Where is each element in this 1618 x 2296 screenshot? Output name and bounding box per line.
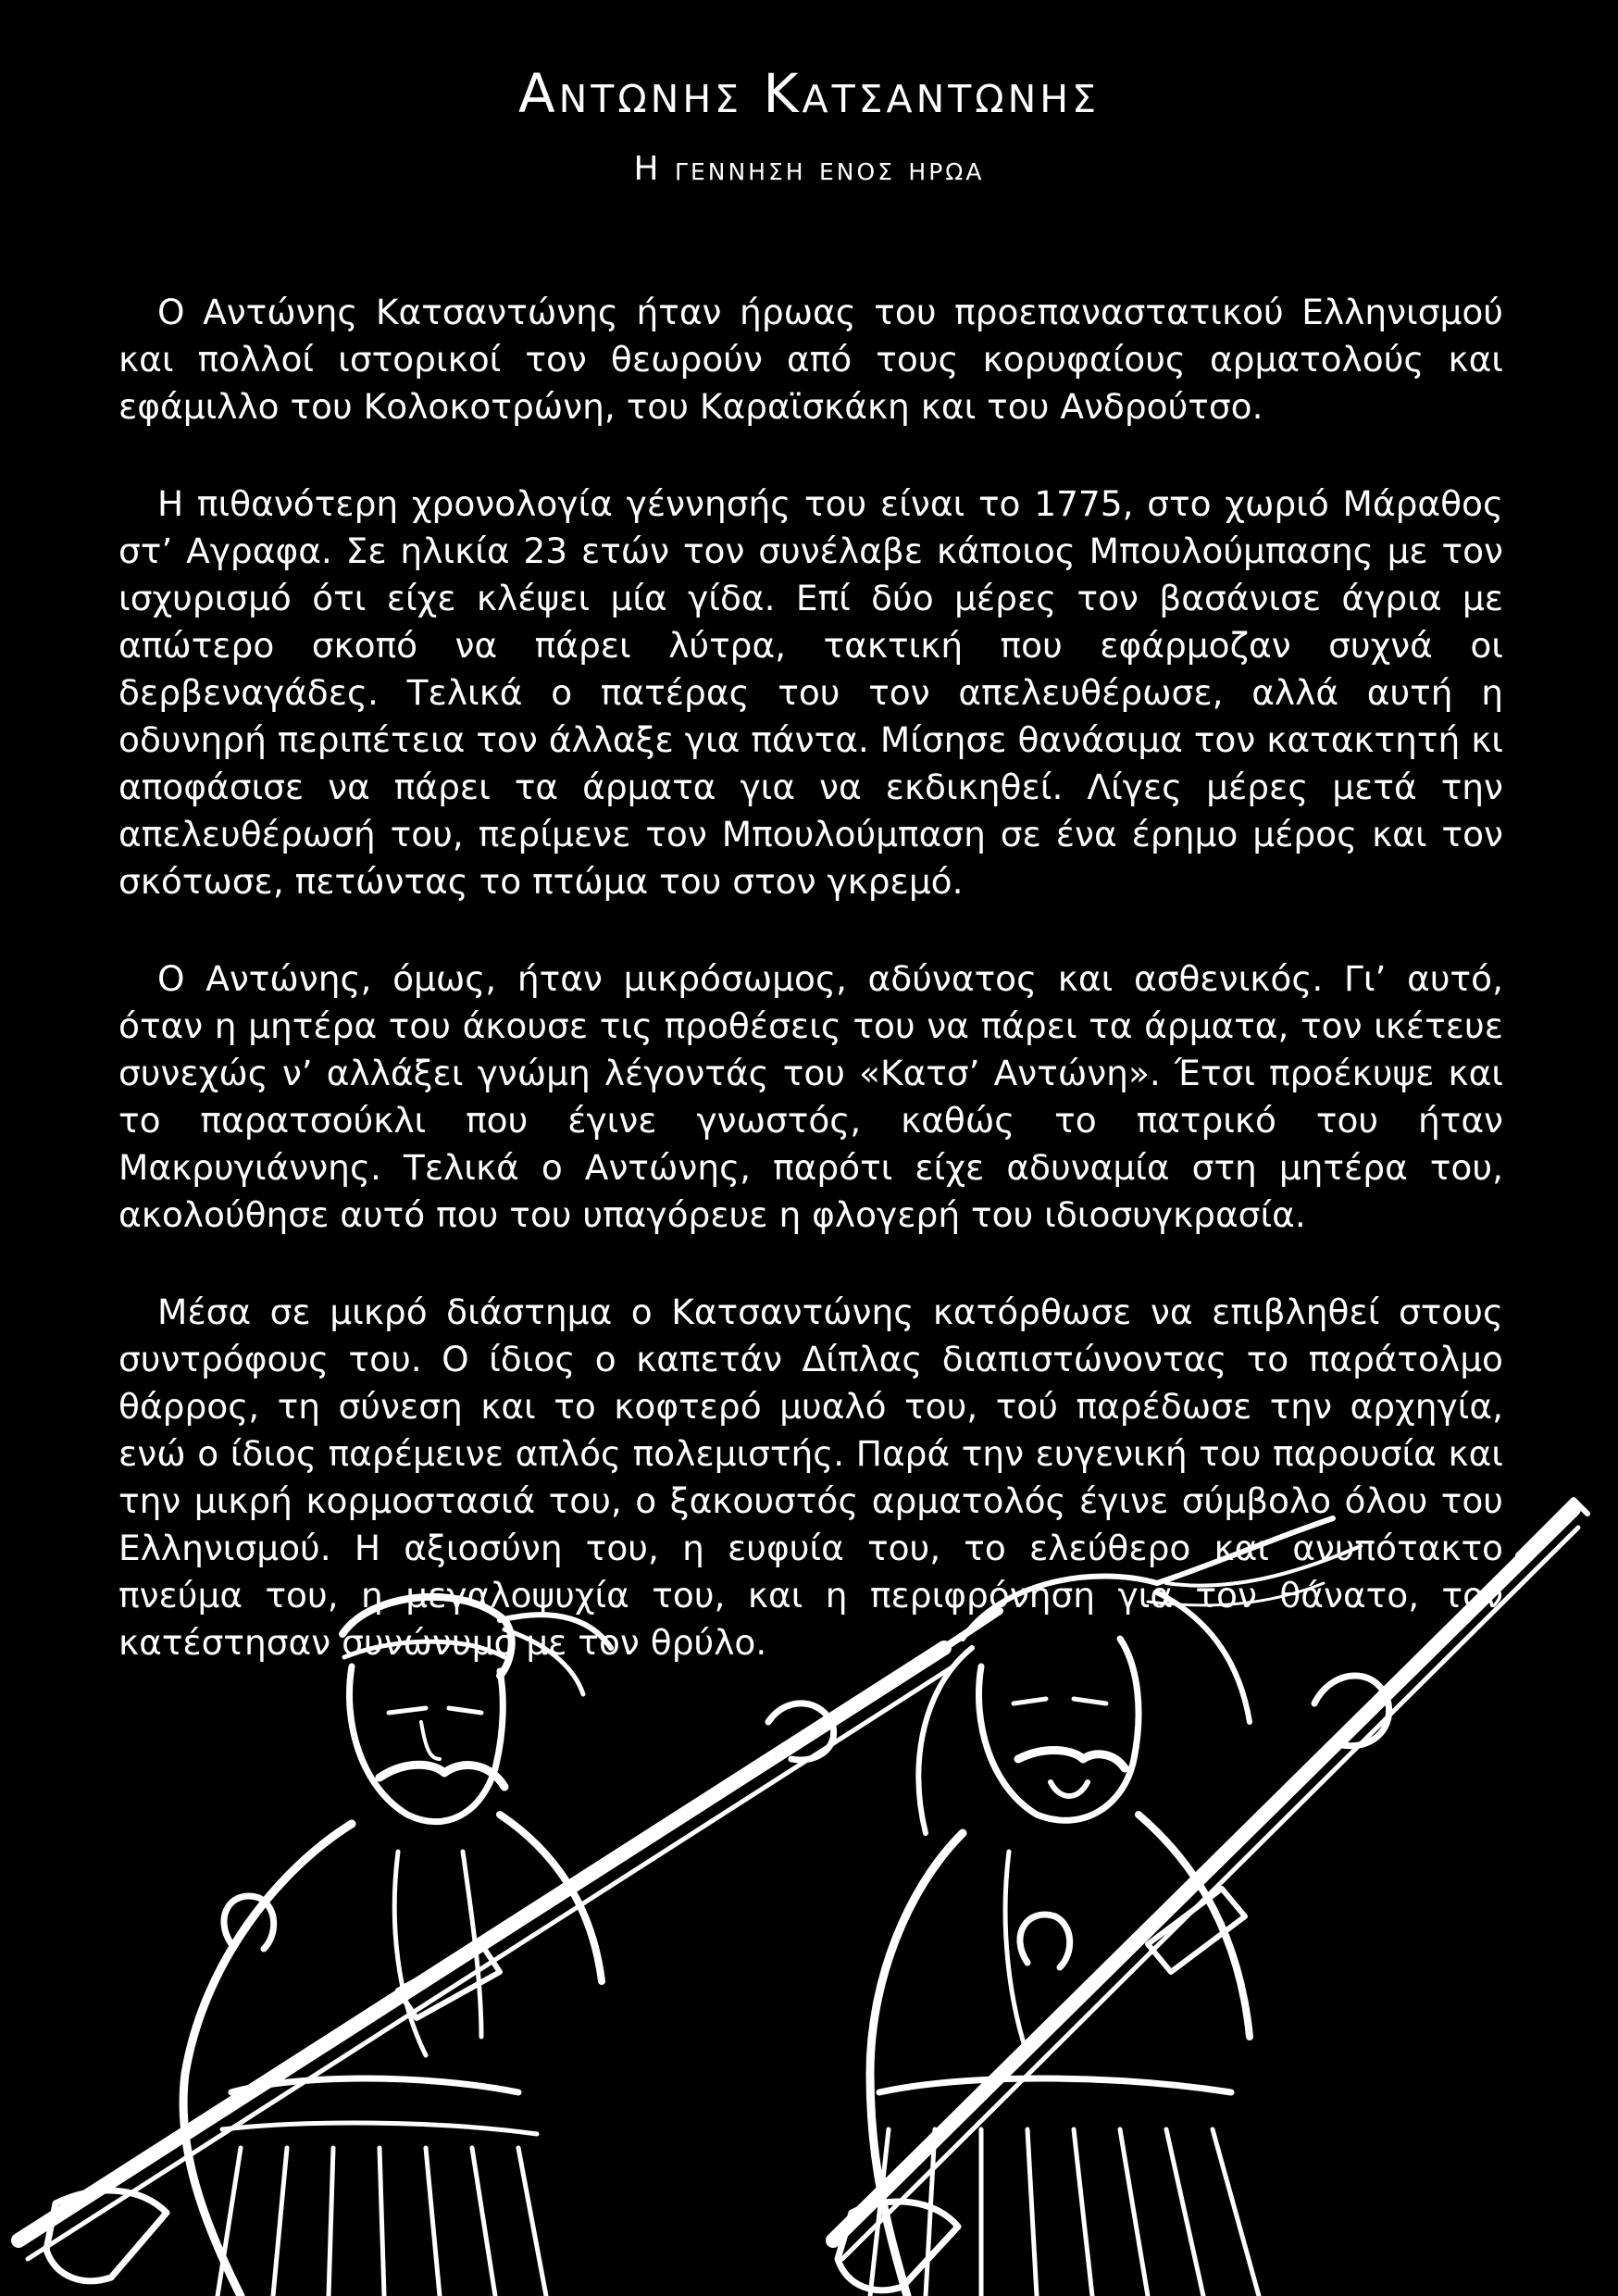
right-rifle (833, 1500, 1587, 2290)
paragraph: Μέσα σε μικρό διάστημα ο Κατσαντώνης κατόρθωσε να επιβληθεί στους συντρόφους του. Ο ίδιος ο καπετάν Δίπλας διαπιστώνοντας το παράτολμο θάρρος, τη σύνεση και το κοφτερό μυαλό του, τού παρέδωσε την αρχηγία, ενώ ο ίδιος παρέμεινε απλός πολεμιστής. Παρά την ευγενική του παρουσία και την μικρή κορμοστασιά του, ο ξακουστός αρματολός έγινε σύμβολο όλου του Ελληνισμού. Η αξιοσύνη του, η ευφυία του, το ελεύθερο και ανυπότακτο πνεύμα του, η μεγαλοψυχία του, και η περιφρόνηση για τον θάνατο, τον κατέστησαν συνώνυμο με τον θρύλο. (118, 1292, 1503, 1663)
paragraph: Η πιθανότερη χρονολογία γέννησής του είναι το 1775, στο χωριό Μάραθος στ’ Αγραφα. Σε ηλικία 23 ετών τον συνέλαβε κάποιος Μπουλούμπασης με τον ισχυρισμό ότι είχε κλέψει μία γίδα. Επί δύο μέρες τον βασάνισε άγρια με απώτερο σκοπό να πάρει λύτρα, τακτική που εφάρμοζαν συχνά οι δερβεναγάδες. Τελικά ο πατέρας του τον απελευθέρωσε, αλλά αυτή η οδυνηρή περιπέτεια τον άλλαξε για πάντα. Μίσησε θανάσιμα τον κατακτητή κι αποφάσισε να πάρει τα άρματα για να εκδικηθεί. Λίγες μέρες μετά την απελευθέρωσή του, περίμενε τον Μπουλούμπαση σε ένα έρημο μέρος και τον σκότωσε, πετώντας το πτώμα του στον γκρεμό. (118, 483, 1503, 902)
page-title: Αντωνης Κατσαντωνης (517, 62, 1101, 125)
right-warrior-figure (870, 1518, 1389, 2296)
warriors-illustration (0, 1481, 1618, 2296)
paragraph: Ο Αντώνης, όμως, ήταν μικρόσωμος, αδύνατος και ασθενικός. Γι’ αυτό, όταν η μητέρα του άκουσε τις προθέσεις του να πάρει τα άρματα, τον ικέτευε συνεχώς ν’ αλλάξει γνώμη λέγοντάς του «Κατσ’ Αντώνη». Έτσι προέκυψε και το παρατσούκλι που έγινε γνωστός, καθώς το πατρικό του ήταν Μακρυγιάννης. Τελικά ο Αντώνης, παρότι είχε αδυναμία στη μητέρα του, ακολούθησε αυτό που του υπαγόρευε η φλογερή του ιδιοσυγκρασία. (118, 958, 1503, 1235)
page-subtitle: Η γεννηση ενος ηρωα (633, 150, 985, 188)
left-rifle (19, 1611, 1000, 2281)
left-warrior-figure (183, 1597, 834, 2296)
paragraph: Ο Αντώνης Κατσαντώνης ήταν ήρωας του προεπαναστατικού Ελληνισμού και πολλοί ιστορικοί τον θεωρούν από τους κορυφαίους αρματολούς και εφάμιλλο του Κολοκοτρώνη, του Καραϊσκάκη και του Ανδρούτσο. (118, 292, 1503, 427)
